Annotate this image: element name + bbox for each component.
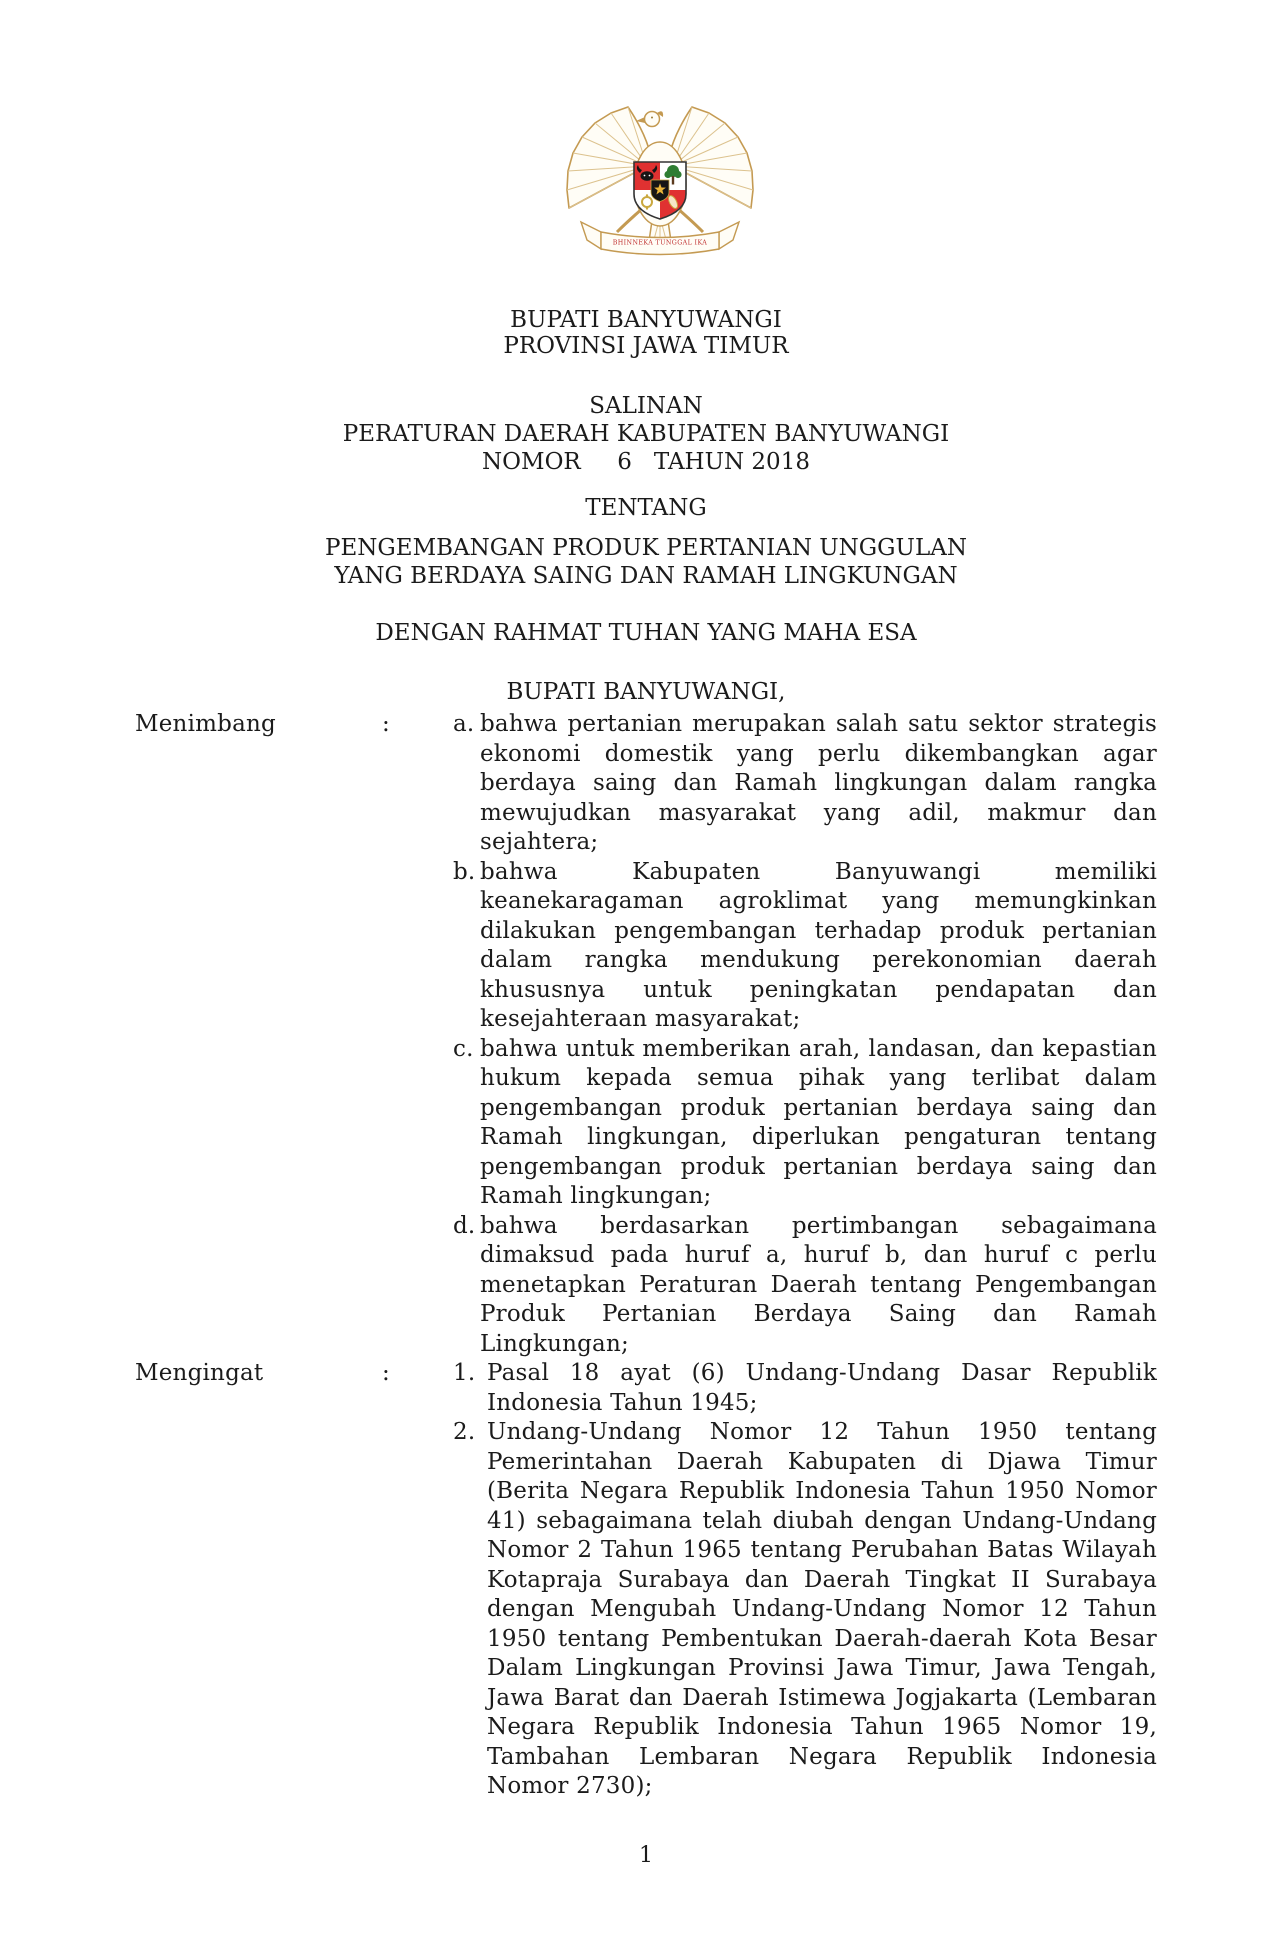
item-text: bahwa berdasarkan pertimbangan sebagaimana dimaksud pada huruf a, huruf b, dan huruf c perlu menetapkan Peraturan Daerah tentang Pengembangan Produk Pertanian Berdaya Saing dan Ramah Lingkungan; [480,1212,1157,1357]
garuda-pancasila-emblem [565,102,755,266]
considering-label: Menimbang [135,711,276,737]
considering-item-c [453,1035,1157,1212]
salinan-label: SALINAN [589,393,703,419]
item-marker: 1. [453,1360,476,1386]
letterhead-line2: PROVINSI JAWA TIMUR [503,333,789,359]
tentang-label: TENTANG [585,495,707,521]
recalling-section [135,1359,1157,1802]
subject-title [135,534,1157,590]
garuda-eagle-icon [565,102,755,266]
title-block [135,392,1157,476]
considering-item-d [453,1212,1157,1360]
issuer-salutation: BUPATI BANYUWANGI, [506,679,786,705]
item-marker: b. [453,858,476,885]
considering-colon: : [382,711,390,737]
item-text: bahwa pertanian merupakan salah satu sektor strategis ekonomi domestik yang perlu dikembangkan agar berdaya saing dan Ramah lingkungan dalam rangka mewujudkan masyarakat yang adil, makmur dan sejahtera; [480,711,1157,855]
subject-title-line2: YANG BERDAYA SAING DAN RAMAH LINGKUNGAN [334,563,958,589]
considering-item-b [453,858,1157,1035]
item-marker: a. [453,711,475,737]
regulation-title: PERATURAN DAERAH KABUPATEN BANYUWANGI [342,421,950,447]
recalling-label: Mengingat [135,1360,264,1386]
item-marker: d. [453,1212,476,1239]
regulation-number: NOMOR 6 TAHUN 2018 [482,449,810,475]
letterhead-line1: BUPATI BANYUWANGI [510,307,782,333]
item-marker: c. [453,1035,474,1062]
recalling-item-2 [453,1418,1157,1802]
emblem-motto-text: BHINNEKA TUNGGAL IKA [612,239,708,247]
item-text: Undang-Undang Nomor 12 Tahun 1950 tentang Pemerintahan Daerah Kabupaten di Djawa Timur (Berita Negara Republik Indonesia Tahun 1950 Nomor 41) sebagaimana telah diubah dengan Undang-Undang Nomor 2 Tahun 1965 tentang Perubahan Batas Wilayah Kotapraja Surabaya dan Daerah Tingkat II Surabaya dengan Mengubah Undang-Undang Nomor 12 Tahun 1950 tentang Pembentukan Daerah-daerah Kota Besar Dalam Lingkungan Provinsi Jawa Timur, Jawa Tengah, Jawa Barat dan Daerah Istimewa Jogjakarta (Lembaran Negara Republik Indonesia Tahun 1965 Nomor 19, Tambahan Lembaran Negara Republik Indonesia Nomor 2730); [487,1419,1157,1799]
considering-item-a [453,710,1157,858]
item-text: bahwa untuk memberikan arah, landasan, dan kepastian hukum kepada semua pihak yang terlibat dalam pengembangan produk pertanian berdaya saing dan Ramah lingkungan, diperlukan pengaturan tentang pengembangan produk pertanian berdaya saing dan Ramah lingkungan; [480,1035,1157,1209]
page-number: 1 [639,1843,653,1868]
subject-title-line1: PENGEMBANGAN PRODUK PERTANIAN UNGGULAN [325,535,967,561]
recalling-colon: : [382,1360,390,1386]
item-text: bahwa Kabupaten Banyuwangi memiliki keanekaragaman agroklimat yang memungkinkan dilakukan pengembangan terhadap produk pertanian dalam rangka mendukung perekonomian daerah khususnya untuk peningkatan pendapatan dan kesejahteraan masyarakat; [480,858,1157,1032]
invocation-line: DENGAN RAHMAT TUHAN YANG MAHA ESA [375,620,917,646]
letterhead [135,307,1157,359]
item-marker: 2. [453,1419,476,1445]
item-text: Pasal 18 ayat (6) Undang-Undang Dasar Republik Indonesia Tahun 1945; [487,1360,1157,1416]
considering-section [135,710,1157,1359]
recalling-item-1 [453,1359,1157,1418]
